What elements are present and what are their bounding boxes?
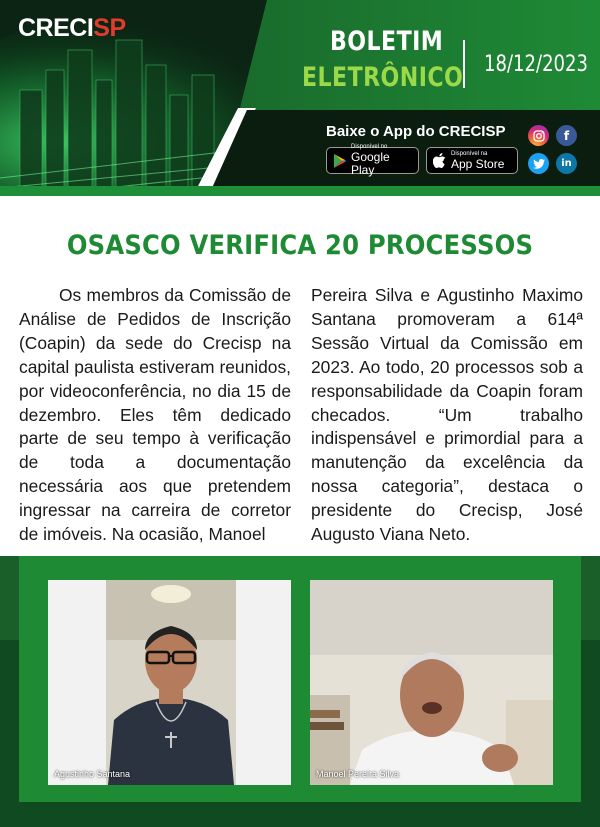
app-store-label: App Store <box>451 156 505 171</box>
header-bottom-band <box>0 186 600 196</box>
google-play-button[interactable] <box>326 144 419 177</box>
instagram-icon[interactable] <box>528 125 549 146</box>
crecisp-logo[interactable]: CRECISP <box>18 14 126 42</box>
photo-caption: Manoel Pereira Silva <box>316 769 400 779</box>
title-divider <box>463 40 465 88</box>
app-download-text: Baixe o App do CRECISP <box>326 123 506 140</box>
issue-date: 18/12/2023 <box>484 52 588 77</box>
apple-icon <box>433 153 446 168</box>
article-title: OSASCO VERIFICA 20 PROCESSOS <box>66 230 534 261</box>
twitter-icon[interactable] <box>528 153 549 174</box>
video-call-photo-manoel <box>310 580 553 785</box>
participant-portrait <box>310 580 553 785</box>
newsletter-header <box>0 0 600 196</box>
eletronico-title: ELETRÔNICO <box>302 62 464 93</box>
photo-caption: Agustinho Santana <box>54 769 131 779</box>
article-column-1: Os membros da Comissão de Análise de Pedidos de Inscrição (Coapin) da sede do Crecisp na capital paulista estiveram reunidos, por videoconferência, no dia 15 de dezembro. Eles têm dedicado parte de seu tempo à verificação de toda a documentação necessária aos que pretendem ingressar na carreira de corretor de imóveis. Na ocasião, Manoel <box>19 285 291 545</box>
facebook-icon[interactable]: f <box>556 125 577 146</box>
app-store-small-label: Disponível na <box>451 150 488 157</box>
video-call-photo-agustinho <box>48 580 291 785</box>
boletim-title: BOLETIM <box>330 26 444 57</box>
google-play-label: Google Play <box>351 150 390 177</box>
app-store-button[interactable] <box>426 147 518 174</box>
google-play-small-label: Disponível no <box>351 144 388 150</box>
google-play-icon <box>333 153 347 169</box>
participant-portrait <box>48 580 291 785</box>
article-column-2: Pereira Silva e Agustinho Maximo Santana promoveram a 614ª Sessão Virtual da Comissão em 2023. Ao todo, 20 processos sob a responsabilidade da Coapin foram checados. “Um trabalho indispensável e primordial para a manutenção da excelência da nossa categoria”, destaca o presidente do Crecisp, José Augusto Viana Neto. <box>311 285 583 545</box>
linkedin-icon[interactable]: in <box>556 153 577 174</box>
